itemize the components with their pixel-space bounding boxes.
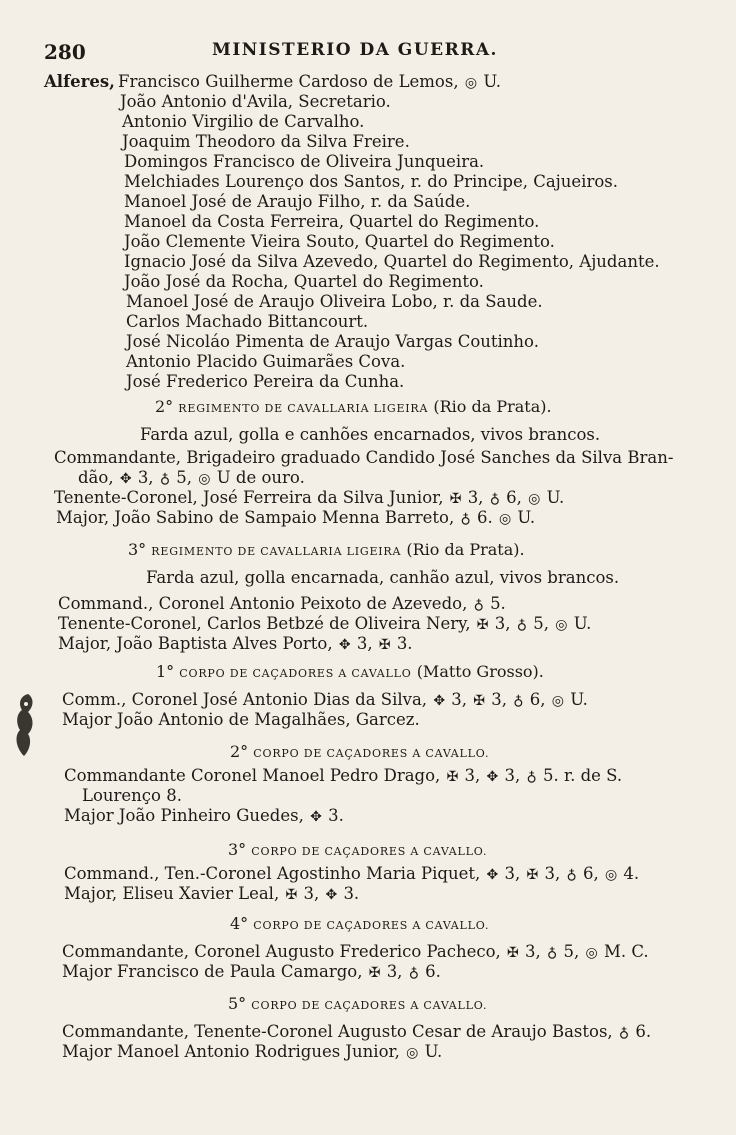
corpo2-title: CORPO DE CAÇADORES A CAVALLO.: [253, 747, 490, 760]
cross-order-icon: ✠: [507, 945, 519, 961]
reg3-l2-num2: 5,: [533, 614, 549, 633]
corpo3-heading: [228, 840, 487, 862]
oval-order-icon: ◎: [498, 511, 512, 527]
reg2-l4-text: Major, João Sabino de Sampaio Menna Barreto,: [56, 508, 455, 527]
alferes-line-4: Joaquim Theodoro da Silva Freire.: [122, 132, 410, 151]
rose-order-icon: ✥: [486, 867, 499, 883]
corpo3-l1-text: Command., Ten.-Coronel Agostinho Maria Piquet,: [64, 864, 481, 883]
medal-icon: ♁: [513, 693, 524, 709]
alferes-line-3: Antonio Virgilio de Carvalho.: [122, 112, 365, 131]
reg3-l3-num1: 3,: [356, 634, 373, 653]
reg2-l4-num2: U.: [517, 508, 536, 527]
corpo3-l1-num2: 3,: [544, 864, 561, 883]
corpo5-l1-num1: 6.: [635, 1022, 652, 1041]
alferes-line-10: Ignacio José da Silva Azevedo, Quartel do Regimento, Ajudante.: [124, 252, 660, 271]
corpo3-number: 3°: [228, 840, 247, 859]
reg3-heading: [128, 540, 525, 562]
corpo4-l1-text: Commandante, Coronel Augusto Frederico Pacheco,: [62, 942, 501, 961]
cross-order-icon: ✠: [446, 769, 459, 785]
alferes-label: Alferes,: [44, 72, 115, 91]
corpo1-l1-text: Comm., Coronel José Antonio Dias da Silva,: [62, 690, 428, 709]
oval-order-icon: ◎: [198, 471, 211, 487]
corpo2-l1-num2: 3,: [504, 766, 521, 785]
oval-order-icon: ◎: [464, 75, 478, 91]
corpo2-l2-num1: 3.: [328, 806, 344, 825]
reg3-l3-text: Major, João Baptista Alves Porto,: [58, 634, 333, 653]
corpo5-line-2: [62, 1042, 442, 1063]
reg2-l3-num3: U.: [546, 488, 565, 507]
corpo1-l1-num1: 3,: [451, 690, 468, 709]
medal-icon: ♁: [566, 867, 577, 883]
corpo4-l2-num2: 6.: [425, 962, 441, 981]
medal-icon: ♁: [460, 511, 471, 527]
rose-order-icon: ✥: [325, 887, 338, 903]
corpo4-l1-num3: M. C.: [603, 942, 649, 961]
medal-icon: ♁: [526, 769, 537, 785]
corpo5-title: CORPO DE CAÇADORES A CAVALLO.: [251, 999, 488, 1012]
medal-icon: ♁: [516, 617, 527, 633]
corpo1-l1-num4: U.: [570, 690, 588, 709]
alferes-name-1: Francisco Guilherme Cardoso de Lemos,: [118, 72, 459, 91]
corpo1-line-1: [62, 690, 588, 711]
corpo3-l2-text: Major, Eliseu Xavier Leal,: [64, 884, 280, 903]
corpo2-l1-num3: 5. r. de S.: [543, 766, 623, 785]
reg3-uniform: Farda azul, golla encarnada, canhão azul, vivos brancos.: [146, 568, 620, 587]
page-number: 280: [44, 40, 86, 64]
reg3-number: 3°: [128, 540, 147, 559]
corpo4-l1-num2: 5,: [563, 942, 580, 961]
corpo5-l1-text: Commandante, Tenente-Coronel Augusto Cesar de Araujo Bastos,: [62, 1022, 613, 1041]
corpo3-l2-num1: 3,: [303, 884, 320, 903]
running-title: MINISTERIO DA GUERRA.: [212, 40, 498, 60]
corpo3-line-1: [64, 864, 639, 885]
corpo2-number: 2°: [230, 742, 249, 761]
corpo2-line-1b: Lourenço 8.: [82, 786, 182, 805]
alferes-line-1: [118, 72, 501, 93]
medal-icon: ♁: [618, 1025, 630, 1041]
cross-order-icon: ✠: [526, 867, 539, 883]
corpo4-line-1: [62, 942, 649, 963]
cross-order-icon: ✠: [368, 965, 381, 981]
cross-order-icon: ✠: [473, 693, 486, 709]
corpo3-title: CORPO DE CAÇADORES A CAVALLO.: [251, 845, 488, 858]
reg2-line-1: Commandante, Brigadeiro graduado Candido José Sanches da Silva Bran-: [54, 448, 674, 467]
corpo3-l1-num1: 3,: [504, 864, 521, 883]
oval-order-icon: ◎: [406, 1045, 419, 1061]
reg2-heading: [155, 397, 552, 419]
reg2-line-3: [54, 488, 564, 509]
medal-icon: ♁: [159, 471, 171, 487]
medal-icon: ♁: [473, 597, 484, 613]
reg2-line-4: [56, 508, 535, 529]
alferes-line-8: Manoel da Costa Ferreira, Quartel do Regimento.: [124, 212, 540, 231]
rose-order-icon: ✥: [338, 637, 351, 653]
corpo4-heading: [230, 914, 489, 936]
reg2-line-2: [78, 468, 305, 489]
rose-order-icon: ✥: [486, 769, 499, 785]
alferes-line-11: João José da Rocha, Quartel do Regimento.: [124, 272, 484, 291]
oval-order-icon: ◎: [555, 617, 568, 633]
corpo3-l1-num4: 4.: [623, 864, 640, 883]
reg2-l3-num2: 6,: [506, 488, 522, 507]
oval-order-icon: ◎: [604, 867, 618, 883]
reg3-l3-num2: 3.: [396, 634, 413, 653]
medal-icon: ♁: [489, 491, 500, 507]
reg3-line-2: [58, 614, 591, 635]
reg2-l3-num1: 3,: [467, 488, 484, 507]
rose-order-icon: ✥: [119, 471, 132, 487]
reg2-number: 2°: [155, 397, 174, 416]
reg3-line-3: [58, 634, 413, 655]
corpo1-title: CORPO DE CAÇADORES A CAVALLO: [179, 667, 412, 680]
corpo5-number: 5°: [228, 994, 247, 1013]
reg3-l2-num1: 3,: [494, 614, 511, 633]
corpo1-heading: [156, 662, 544, 684]
margin-bust-ornament: [8, 690, 42, 760]
corpo5-heading: [228, 994, 487, 1016]
corpo3-l2-num2: 3.: [343, 884, 360, 903]
corpo2-line-2: [64, 806, 344, 827]
alferes-line-6: Melchiades Lourenço dos Santos, r. do Principe, Cajueiros.: [124, 172, 618, 191]
reg3-l1-num1: 5.: [490, 594, 506, 613]
corpo1-l1-num3: 6,: [529, 690, 546, 709]
rose-order-icon: ✥: [310, 809, 322, 825]
corpo2-heading: [230, 742, 489, 764]
alferes-line-16: José Frederico Pereira da Cunha.: [126, 372, 405, 391]
reg3-l1-text: Command., Coronel Antonio Peixoto de Azevedo,: [58, 594, 468, 613]
corpo5-line-1: [62, 1022, 651, 1043]
alferes-line-9: João Clemente Vieira Souto, Quartel do Regimento.: [124, 232, 555, 251]
alferes-line-12: Manoel José de Araujo Oliveira Lobo, r. da Saude.: [126, 292, 543, 311]
reg2-l2-num3: U de ouro.: [216, 468, 305, 487]
alferes-line-7: Manoel José de Araujo Filho, r. da Saúde.: [124, 192, 471, 211]
corpo2-l1-num1: 3,: [464, 766, 481, 785]
corpo4-number: 4°: [230, 914, 249, 933]
corpo4-l2-text: Major Francisco de Paula Camargo,: [62, 962, 363, 981]
corpo5-l2-num1: U.: [424, 1042, 443, 1061]
alferes-line-13: Carlos Machado Bittancourt.: [126, 312, 369, 331]
corpo4-l1-num1: 3,: [525, 942, 541, 961]
corpo1-number: 1°: [156, 662, 175, 681]
reg2-l2-num2: 5,: [176, 468, 193, 487]
medal-icon: ♁: [408, 965, 419, 981]
corpo2-line-1: [64, 766, 622, 787]
oval-order-icon: ◎: [551, 693, 564, 709]
reg2-l2-num1: 3,: [137, 468, 154, 487]
corpo1-line-2: Major João Antonio de Magalhães, Garcez.: [62, 710, 420, 729]
corpo1-place: (Matto Grosso).: [416, 662, 544, 681]
alferes-line-14: José Nicoláo Pimenta de Araujo Vargas Coutinho.: [126, 332, 539, 351]
cross-order-icon: ✠: [285, 887, 298, 903]
reg2-l2-text: dão,: [78, 468, 114, 487]
corpo4-line-2: [62, 962, 441, 983]
rose-order-icon: ✥: [433, 693, 446, 709]
alferes-suffix: U.: [483, 72, 501, 91]
corpo3-l1-num3: 6,: [582, 864, 599, 883]
reg2-uniform: Farda azul, golla e canhões encarnados, vivos brancos.: [140, 425, 601, 444]
cross-order-icon: ✠: [449, 491, 462, 507]
reg2-l4-num1: 6.: [476, 508, 493, 527]
cross-order-icon: ✠: [378, 637, 391, 653]
cross-order-icon: ✠: [476, 617, 489, 633]
alferes-line-5: Domingos Francisco de Oliveira Junqueira.: [124, 152, 485, 171]
corpo4-title: CORPO DE CAÇADORES A CAVALLO.: [253, 919, 490, 932]
reg2-l3-text: Tenente-Coronel, José Ferreira da Silva Junior,: [54, 488, 444, 507]
reg2-title: REGIMENTO DE CAVALLARIA LIGEIRA: [178, 402, 429, 415]
oval-order-icon: ◎: [528, 491, 541, 507]
corpo4-l2-num1: 3,: [386, 962, 403, 981]
reg3-title: REGIMENTO DE CAVALLARIA LIGEIRA: [151, 545, 402, 558]
alferes-line-2: João Antonio d'Avila, Secretario.: [120, 92, 391, 111]
reg2-place: (Rio da Prata).: [433, 397, 552, 416]
oval-order-icon: ◎: [585, 945, 598, 961]
corpo2-l2-text: Major João Pinheiro Guedes,: [64, 806, 304, 825]
corpo2-l1-text: Commandante Coronel Manoel Pedro Drago,: [64, 766, 441, 785]
reg3-l2-num3: U.: [573, 614, 592, 633]
reg3-l2-text: Tenente-Coronel, Carlos Betbzé de Oliveira Nery,: [58, 614, 471, 633]
corpo1-l1-num2: 3,: [491, 690, 508, 709]
medal-icon: ♁: [547, 945, 558, 961]
reg3-line-1: [58, 594, 506, 615]
reg3-place: (Rio da Prata).: [406, 540, 525, 559]
alferes-line-15: Antonio Placido Guimarães Cova.: [126, 352, 406, 371]
corpo3-line-2: [64, 884, 359, 905]
corpo5-l2-text: Major Manoel Antonio Rodrigues Junior,: [62, 1042, 400, 1061]
